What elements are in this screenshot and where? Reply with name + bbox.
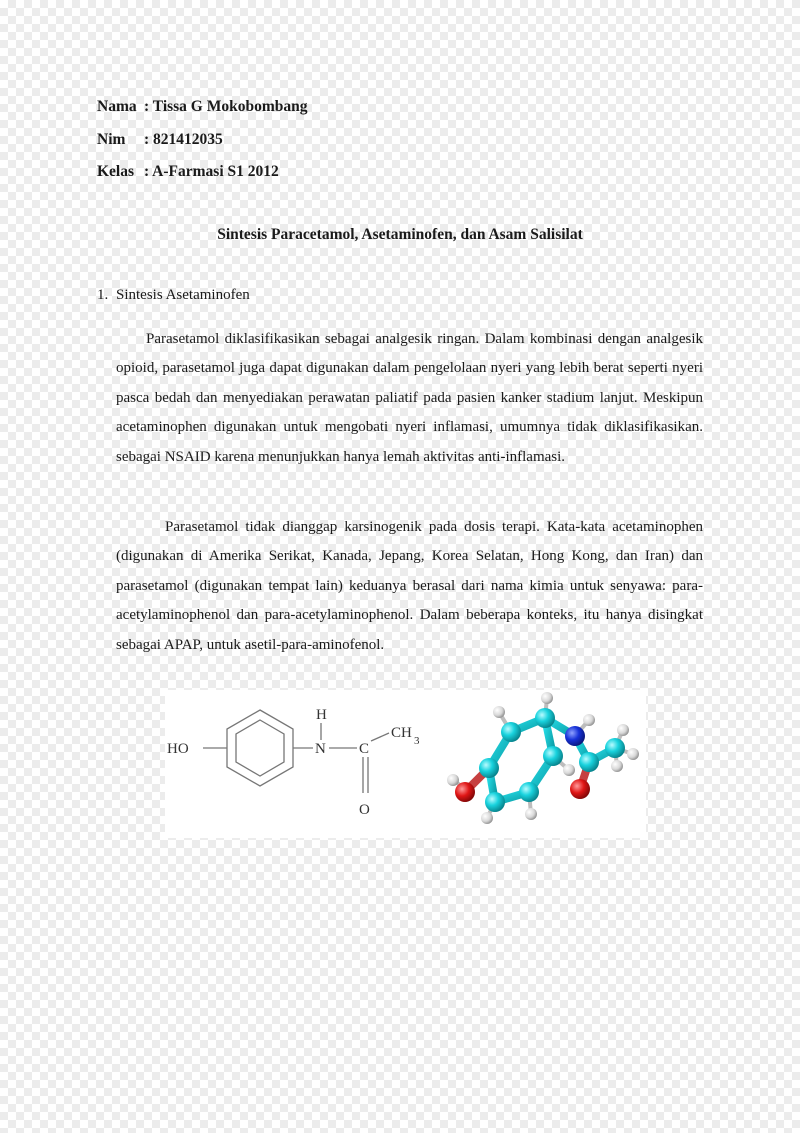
hydrogen-atom <box>447 774 459 786</box>
document-title: Sintesis Paracetamol, Asetaminofen, dan Asam Salisilat <box>217 226 583 243</box>
benzene-ring-inner <box>236 720 284 776</box>
carbon-atom <box>485 792 505 812</box>
label-ho: HO <box>167 741 189 757</box>
ball-and-stick-model <box>437 690 646 838</box>
kelas-label: Kelas <box>97 163 135 180</box>
nim-row <box>97 131 223 149</box>
label-ch3-sub: 3 <box>414 735 420 747</box>
nitrogen-atom <box>565 726 585 746</box>
hydrogen-atom <box>617 724 629 736</box>
hydrogen-atom <box>541 692 553 704</box>
section-heading <box>97 287 250 304</box>
hydrogen-atom <box>481 812 493 824</box>
label-h: H <box>316 707 327 723</box>
name-label: Nama <box>97 98 137 115</box>
name-value: : Tissa G Mokobombang <box>144 98 308 115</box>
hydrogen-atom <box>627 748 639 760</box>
hydrogen-atom <box>583 714 595 726</box>
oxygen-atom <box>455 782 475 802</box>
kelas-value: : A-Farmasi S1 2012 <box>144 163 279 180</box>
bond-c-ch3 <box>371 733 389 741</box>
paragraph-1: Parasetamol diklasifikasikan sebagai analgesik ringan. Dalam kombinasi dengan analgesik opioid, parasetamol juga dapat digunakan dalam pengelolaan nyeri yang lebih berat seperti nyeri pasca bedah dan menyediakan perawatan paliatif pada pasien kanker stadium lanjut. Meskipun acetaminophen digunakan untuk mengobati nyeri inflamasi, umumnya tidak diklasifikasikan. sebagai NSAID karena menunjukkan hanya lemah aktivitas anti-inflamasi. <box>116 331 703 465</box>
nim-label: Nim <box>97 131 126 148</box>
hydrogen-atom <box>493 706 505 718</box>
label-n: N <box>315 741 326 757</box>
carbon-atom <box>543 746 563 766</box>
structural-formula <box>165 690 437 838</box>
section-number: 1. <box>97 287 109 303</box>
label-o: O <box>359 802 370 818</box>
carbon-atom <box>479 758 499 778</box>
benzene-ring-outer <box>227 710 293 786</box>
carbon-atom <box>535 708 555 728</box>
carbon-atom <box>519 782 539 802</box>
section-heading-text: Sintesis Asetaminofen <box>116 287 250 303</box>
oxygen-atom <box>570 779 590 799</box>
hydrogen-atom <box>563 764 575 776</box>
nim-value: : 821412035 <box>144 131 223 148</box>
hydrogen-atom <box>611 760 623 772</box>
name-row <box>97 98 308 116</box>
carbon-atom <box>579 752 599 772</box>
label-ch3: CH <box>391 725 412 741</box>
hydrogen-atom <box>525 808 537 820</box>
carbon-atom <box>605 738 625 758</box>
kelas-row <box>97 163 279 181</box>
paragraph-2: Parasetamol tidak dianggap karsinogenik pada dosis terapi. Kata-kata acetaminophen (digunakan di Amerika Serikat, Kanada, Jepang, Korea Selatan, Hong Kong, dan Iran) dan parasetamol (digunakan tempat lain) keduanya berasal dari nama kimia untuk senyawa: para-acetylaminophenol dan para-acetylaminophenol. Dalam beberapa konteks, itu hanya disingkat sebagai APAP, untuk asetil-para-aminofenol. <box>116 519 703 653</box>
carbon-atom <box>501 722 521 742</box>
label-c: C <box>359 741 370 757</box>
